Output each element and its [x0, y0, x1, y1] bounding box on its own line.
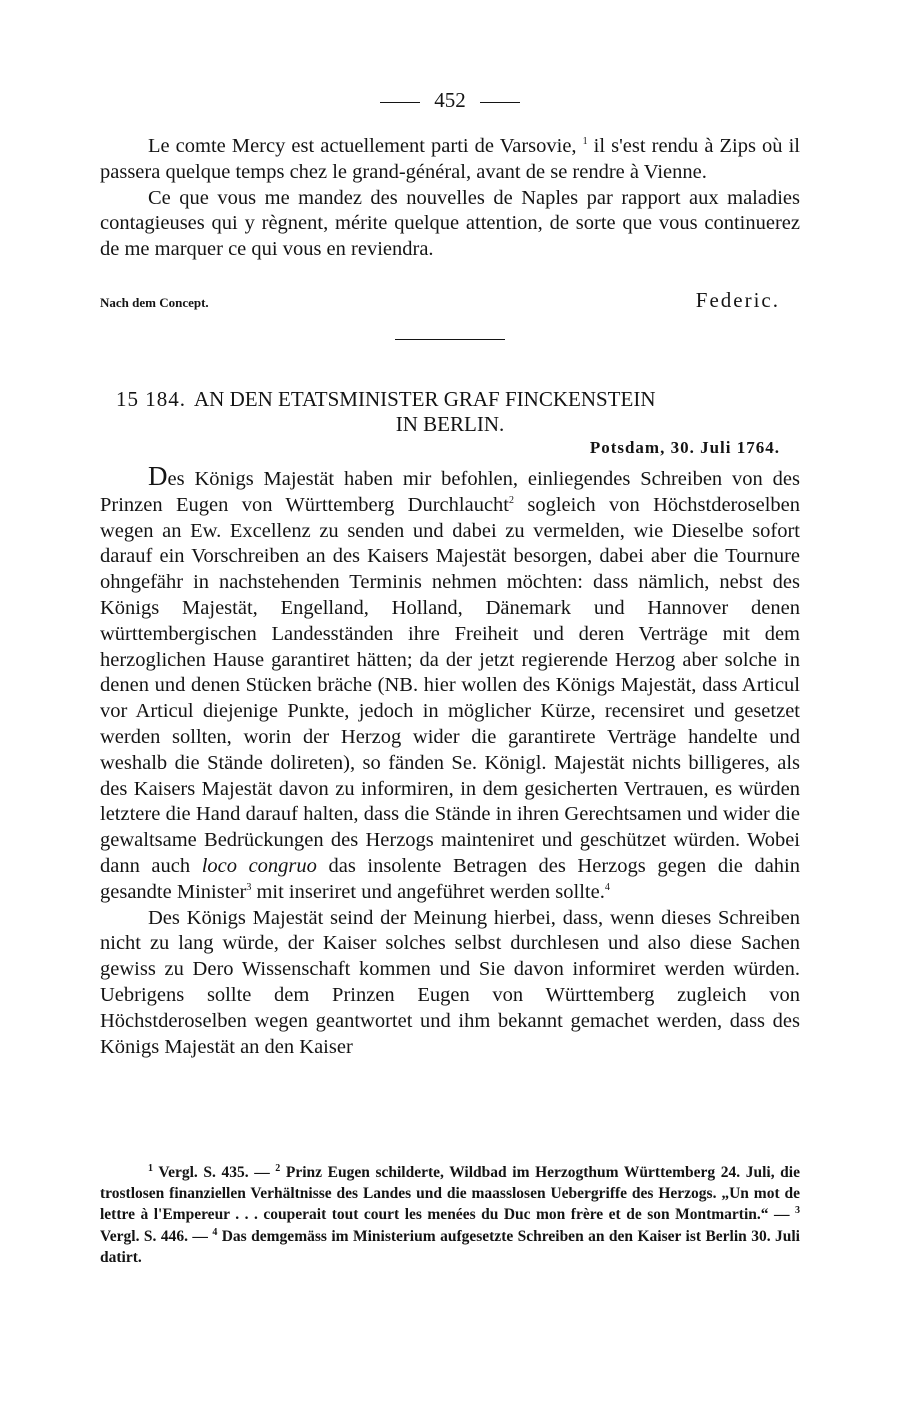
footnote-marker: 3: [246, 881, 252, 893]
signature: Federic.: [695, 288, 780, 312]
initial-letter: D: [148, 461, 168, 491]
letter-heading-line-1: AN DEN ETATSMINISTER GRAF FINCKENSTEIN: [194, 387, 656, 411]
footnote-marker: 4: [604, 881, 610, 893]
footnote-text: Prinz Eugen schilderte, Wildbad im Herzogthum Württemberg 24. Juli, die trostlosen finanziellen Verhältnisse des Landes und die maasslosen Uebergriffe des Herzogs. „Un mot de lettre à l'Empereur . . . couperait tout court les menées du Duc mon frère et de son Montmartin.“ —: [100, 1164, 800, 1224]
footnotes: [100, 1162, 800, 1268]
footnote-marker: 1: [148, 1162, 153, 1174]
letter-number: 15 184.: [116, 387, 186, 411]
italic-phrase: loco congruo: [201, 854, 317, 877]
previous-letter-body: [100, 134, 800, 263]
paragraph-text: Le comte Mercy est actuellement parti de Varsovie,: [148, 135, 583, 157]
footnote-marker: 3: [795, 1205, 800, 1217]
footnote-text: Vergl. S. 435. —: [153, 1164, 276, 1181]
letter-body: [100, 461, 800, 1060]
page-number-rule-left: [380, 102, 420, 103]
source-note: Nach dem Concept.: [100, 295, 209, 310]
section-divider: [395, 339, 505, 340]
paragraph-text: das insolente Betragen des Herzogs gegen die dahin gesandte Minister: [100, 854, 800, 903]
footnote-text: Das demgemäss im Ministerium aufgesetzte Schreiben an den Kaiser ist Berlin 30. Juli datirt.: [100, 1227, 800, 1266]
paragraph-text: sogleich von Höchstderoselben wegen an Ew. Excellenz zu senden und dabei zu vermelden, wie Dieselbe sofort darauf ein Vorschreiben an des Kaisers Majestät besorgen, dabei aber die Tournure ohngefähr in nachstehenden Terminis nehmen möchten: dass nämlich, nebst des Königs Majestät, Engelland, Holland, Dänemark und Hannover denen württembergischen Landesständen ihre Freiheit und deren Verträge mit dem herzoglichen Hause garantiret hätten; da der jetzt regierende Herzog aber solche in denen und denen Stücken bräche (NB. hier wollen des Königs Majestät, dass Articul vor Articul diejenige Punkte, jedoch in möglicher Kürze, recensiret und gesetzet werden sollten, worin der Herzog wider die garantirete Verträge handelte und weshalb die Stände dolireten), so fänden Se. Königl. Majestät nichts billigeres, als des Kaisers Majestät davon zu informiren, in dem gesicherten Vertrauen, es würden letztere die Hand darauf halten, dass die Stände in ihren Gerechtsamen und wider die gewaltsame Bedrückungen des Herzogs mainteniret und geschützet würden. Wobei dann auch: [100, 493, 800, 877]
letter-heading-line-2: IN BERLIN.: [395, 412, 505, 436]
page-number-text: 452: [434, 88, 466, 112]
paragraph-text: il s'est rendu à Zips où il passera quelque temps chez le grand-général, avant de se rendre à Vienne.: [100, 135, 800, 183]
footnote-marker: 2: [275, 1162, 281, 1174]
page-number: [0, 88, 900, 113]
footnote-marker: 1: [582, 136, 588, 148]
paragraph-text: es Königs Majestät haben mir befohlen, einliegendes Schreiben von des Prinzen Eugen von Württemberg Durchlaucht: [100, 468, 800, 516]
footnote-marker: 2: [509, 494, 514, 506]
dateline: Potsdam, 30. Juli 1764.: [589, 438, 780, 457]
letter-paragraph-1: [100, 461, 800, 906]
letter-heading: [100, 387, 800, 437]
letter-paragraph-2: Des Königs Majestät seind der Meinung hierbei, dass, wenn dieses Schreiben nicht zu lang würde, der Kaiser solches selbst durchlesen und also diese Sachen gewiss zu Dero Wissenschaft kommen und Sie davon informiret werden würden. Uebrigens sollte dem Prinzen Eugen von Württemberg zugleich von Höchstderoselben wegen geantwortet und ihm bekannt gemachet werden, dass des Königs Majestät an den Kaiser: [100, 906, 800, 1058]
previous-letter-paragraph-2: Ce que vous me mandez des nouvelles de Naples par rapport aux maladies contagieuses qui y règnent, mérite quelque attention, de sorte que vous continuerez de me marquer ce qui vous en reviendra.: [100, 186, 800, 261]
page-number-rule-right: [480, 102, 520, 103]
previous-letter-paragraph-1: [100, 134, 800, 186]
footnote-marker: 4: [212, 1226, 218, 1238]
signature-row: [100, 288, 780, 313]
paragraph-text: mit inseriret und angeführet werden sollte.: [251, 880, 605, 903]
footnote-text: Vergl. S. 446. —: [100, 1227, 213, 1245]
